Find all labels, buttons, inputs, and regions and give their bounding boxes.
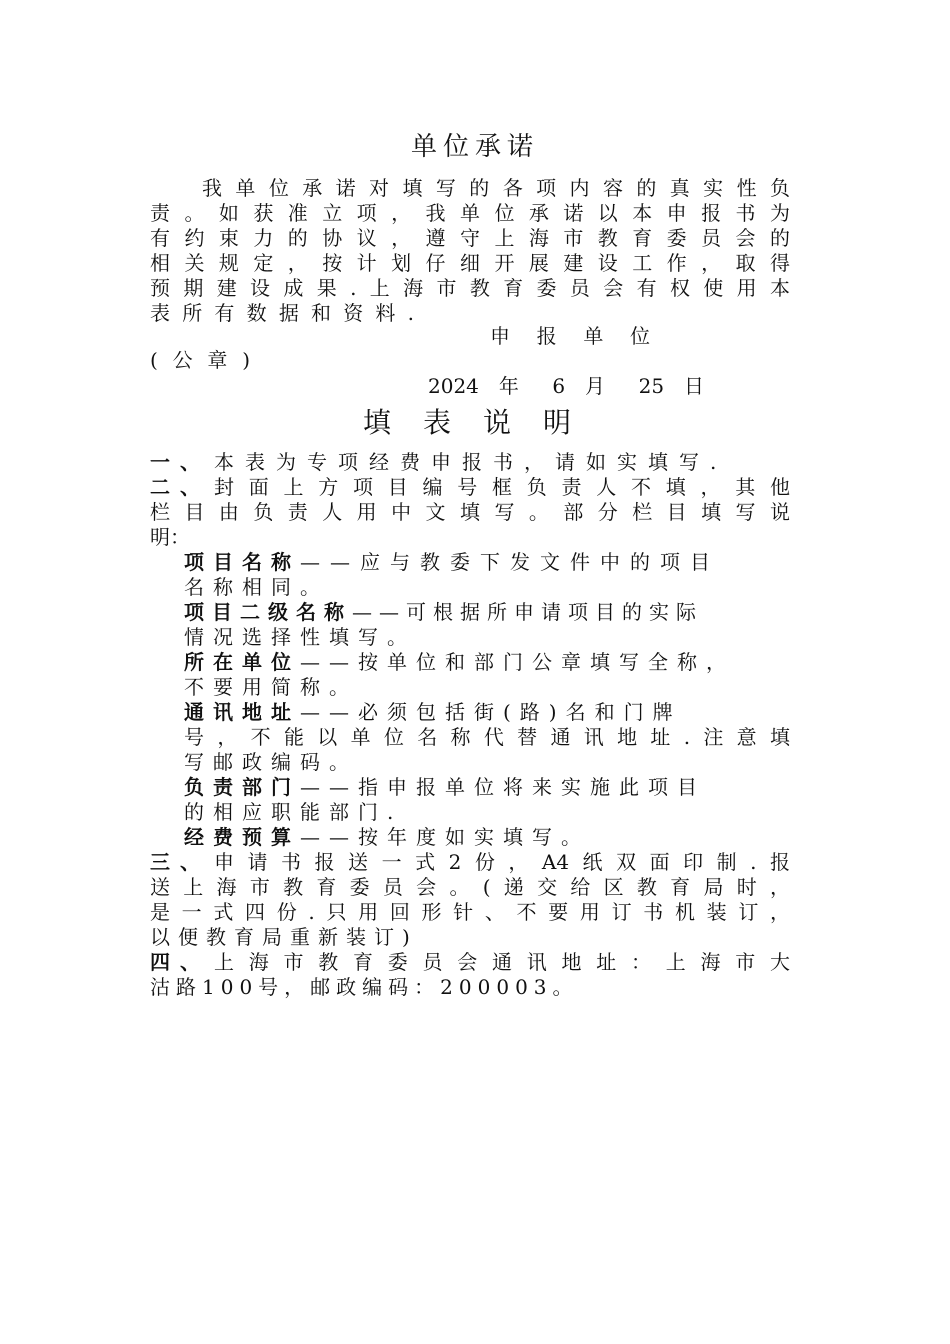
seal-label: (公章) — [150, 348, 250, 372]
field-desc-line: 写邮政编码。 — [184, 750, 358, 774]
commitment-line: 相关规定，按计划仔细开展建设工作，取得 — [150, 251, 790, 275]
field-name: 通讯地址 — [184, 700, 300, 724]
field-desc-line: 号，不能以单位名称代替通讯地址.注意填 — [184, 725, 790, 749]
instruction-item-1 — [150, 450, 790, 474]
applicant-unit-label: 申 报 单 位 — [490, 324, 650, 348]
field-desc: ——指申报单位将来实施此项目 — [300, 775, 706, 799]
field-item-department — [184, 775, 790, 799]
item-number: 一、 — [150, 450, 210, 474]
field-item-address — [184, 700, 790, 724]
date-line: 2024 年 6 月 25 日 — [428, 374, 704, 398]
field-item-project-subname — [184, 600, 790, 624]
field-desc-line: 不要用简称。 — [184, 675, 358, 699]
field-item-unit — [184, 650, 790, 674]
instruction-line: 栏目由负责人用中文填写。部分栏目填写说 — [150, 500, 790, 524]
field-desc: ——应与教委下发文件中的项目 — [300, 550, 720, 574]
field-name: 负责部门 — [184, 775, 300, 799]
instruction-line: 以便教育局重新装订) — [150, 925, 418, 949]
commitment-line: 我单位承诺对填写的各项内容的真实性负 — [202, 176, 790, 200]
instruction-line: 送上海市教育委员会。(递交给区教育局时， — [150, 875, 790, 899]
field-item-budget — [184, 825, 790, 849]
instruction-item-2 — [150, 475, 790, 499]
commitment-line: 表所有数据和资料. — [150, 301, 414, 325]
item-text: 封面上方项目编号框负责人不填，其他 — [214, 475, 790, 499]
item-text: 申请书报送一式2份，A4纸双面印制.报 — [214, 850, 790, 874]
field-name: 项目二级名称 — [184, 600, 352, 624]
field-desc: ——必须包括街(路)名和门牌 — [300, 700, 682, 724]
commitment-line: 责。如获准立项，我单位承诺以本申报书为 — [150, 201, 790, 225]
field-desc: ——可根据所申请项目的实际 — [352, 600, 703, 624]
item-number: 四、 — [150, 950, 210, 974]
instruction-line: 是一式四份.只用回形针、不要用订书机装订， — [150, 900, 790, 924]
instruction-line: 沽路100号，邮政编码：200003。 — [150, 975, 579, 999]
field-name: 经费预算 — [184, 825, 300, 849]
item-number: 二、 — [150, 475, 210, 499]
item-number: 三、 — [150, 850, 210, 874]
commitment-title: 单位承诺 — [410, 132, 539, 162]
commitment-line: 预期建设成果.上海市教育委员会有权使用本 — [150, 276, 790, 300]
field-item-project-name — [184, 550, 790, 574]
instruction-item-3 — [150, 850, 790, 874]
field-desc-line: 情况选择性填写。 — [184, 625, 416, 649]
instructions-title: 填表说明 — [362, 406, 603, 439]
item-text: 上海市教育委员会通讯地址：上海市大 — [214, 950, 790, 974]
field-name: 所在单位 — [184, 650, 300, 674]
field-desc: ——按单位和部门公章填写全称， — [300, 650, 735, 674]
field-desc: ——按年度如实填写。 — [300, 825, 590, 849]
instruction-line: 明： — [150, 525, 190, 549]
field-desc-line: 名称相同。 — [184, 575, 329, 599]
commitment-line: 有约束力的协议，遵守上海市教育委员会的 — [150, 226, 790, 250]
field-desc-line: 的相应职能部门. — [184, 800, 403, 824]
item-text: 本表为专项经费申报书，请如实填写. — [214, 450, 728, 474]
field-name: 项目名称 — [184, 550, 300, 574]
instruction-item-4 — [150, 950, 790, 974]
